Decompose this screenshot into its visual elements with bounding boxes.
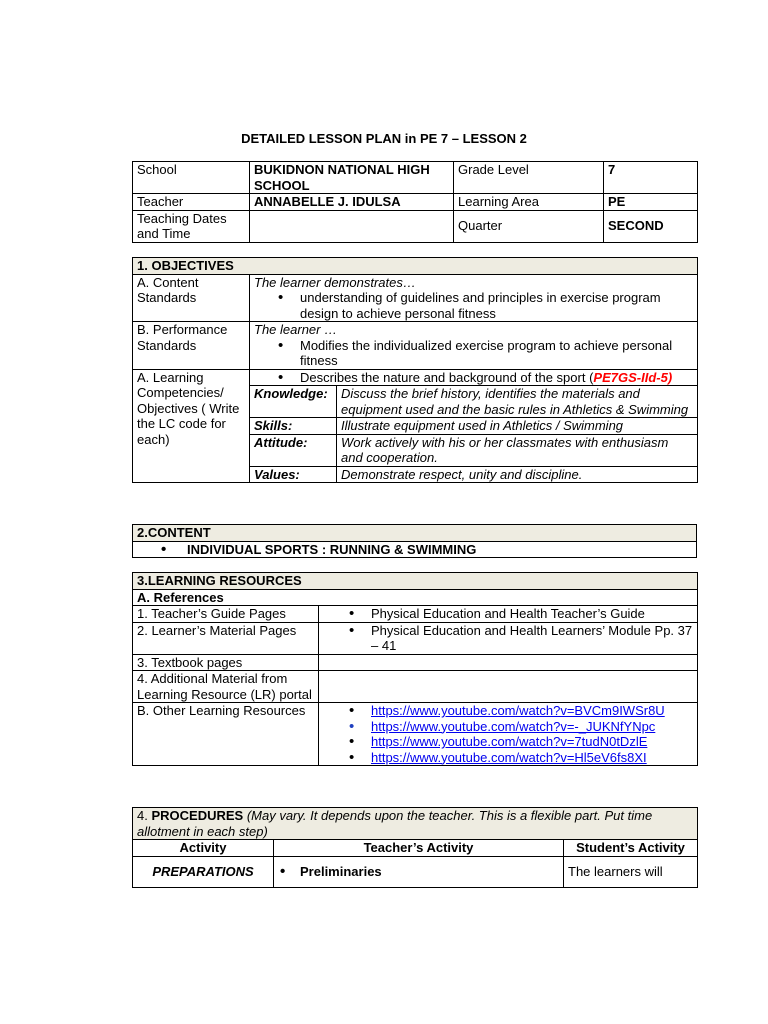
lm-label: 2. Learner’s Material Pages	[133, 622, 319, 654]
dates-value	[250, 210, 454, 242]
resource-link[interactable]: https://www.youtube.com/watch?v=-_JUKNfYNpc	[371, 718, 656, 734]
lr-label: 4. Additional Material from Learning Resource (LR) portal	[133, 671, 319, 703]
tb-label: 3. Textbook pages	[133, 654, 319, 671]
references-heading: A. References	[133, 589, 698, 606]
procedures-table	[132, 807, 698, 888]
learning-competencies-label: A. Learning Competencies/ Objectives ( Write the LC code for each)	[133, 369, 250, 483]
content-table	[132, 524, 697, 558]
page-title: DETAILED LESSON PLAN in PE 7 – LESSON 2	[241, 131, 527, 146]
school-value: BUKIDNON NATIONAL HIGH SCHOOL	[250, 162, 454, 194]
content-standards-intro: The learner demonstrates…	[254, 274, 416, 290]
grade-value: 7	[604, 162, 698, 194]
resource-link[interactable]: https://www.youtube.com/watch?v=7tudN0tDzlE	[371, 734, 648, 749]
resources-heading: 3.LEARNING RESOURCES	[133, 573, 698, 590]
col-student-activity: Student’s Activity	[564, 840, 698, 857]
area-label: Learning Area	[454, 194, 604, 211]
skills-label: Skills:	[250, 418, 337, 435]
quarter-value: SECOND	[604, 210, 698, 242]
objectives-table	[132, 257, 698, 483]
col-teacher-activity: Teacher’s Activity	[274, 840, 564, 857]
lc-code: PE7GS-IId-5)	[593, 369, 673, 385]
procedures-heading-num: 4.	[137, 808, 152, 823]
lr-value	[319, 671, 698, 703]
tb-value	[319, 654, 698, 671]
preparations-activity: PREPARATIONS	[133, 856, 274, 887]
learning-competency-bullet	[254, 370, 693, 386]
other-resources-label: B. Other Learning Resources	[133, 703, 319, 766]
knowledge-label: Knowledge:	[250, 386, 337, 418]
performance-standards-bullet: • Modifies the individualized exercise program to achieve personal fitness	[254, 338, 693, 369]
resource-link[interactable]: https://www.youtube.com/watch?v=Hl5eV6fs8XI	[371, 749, 647, 765]
tg-label: 1. Teacher’s Guide Pages	[133, 606, 319, 623]
dates-label: Teaching Dates and Time	[133, 210, 250, 242]
skills-value: Illustrate equipment used in Athletics / Swimming	[337, 418, 698, 435]
school-label: School	[133, 162, 250, 194]
values-value: Demonstrate respect, unity and discipline.	[337, 466, 698, 483]
quarter-label: Quarter	[454, 210, 604, 242]
procedures-heading: PROCEDURES	[151, 808, 244, 823]
header-table	[132, 161, 698, 243]
preliminaries-item	[278, 864, 559, 880]
resources-table	[132, 572, 698, 766]
grade-label: Grade Level	[454, 162, 604, 194]
col-activity: Activity	[133, 840, 274, 857]
teacher-label: Teacher	[133, 194, 250, 211]
procedures-note: (May vary. It depends upon the teacher. This is a flexible part. Put time allotment in each step)	[137, 808, 653, 839]
objectives-heading: 1. OBJECTIVES	[133, 258, 698, 275]
learning-competency-text: Describes the nature and background of the sport (	[300, 369, 594, 385]
resource-link[interactable]: https://www.youtube.com/watch?v=BVCm9IWSr8U	[371, 703, 665, 718]
attitude-value: Work actively with his or her classmates with enthusiasm and cooperation.	[337, 434, 698, 466]
values-label: Values:	[250, 466, 337, 483]
content-standards-label: A. Content Standards	[133, 274, 250, 322]
knowledge-value: Discuss the brief history, identifies the materials and equipment used and the basic rules in Athletics & Swimming	[337, 386, 698, 418]
performance-standards-intro: The learner …	[254, 322, 338, 337]
lm-value: • Physical Education and Health Learners’ Module Pp. 37 – 41	[323, 623, 693, 654]
content-standards-bullet: • understanding of guidelines and principles in exercise program design to achieve personal fitness	[254, 290, 693, 321]
area-value: PE	[604, 194, 698, 211]
attitude-label: Attitude:	[250, 434, 337, 466]
tg-value: • Physical Education and Health Teacher’s Guide	[323, 606, 693, 622]
teacher-value: ANNABELLE J. IDULSA	[250, 194, 454, 211]
procedures-heading-cell	[133, 808, 698, 840]
performance-standards-label: B. Performance Standards	[133, 322, 250, 370]
content-item: • INDIVIDUAL SPORTS : RUNNING & SWIMMING	[137, 542, 692, 558]
content-heading: 2.CONTENT	[133, 525, 697, 542]
preliminaries-text: Preliminaries	[300, 863, 382, 879]
student-activity-text: The learners will	[564, 856, 698, 887]
